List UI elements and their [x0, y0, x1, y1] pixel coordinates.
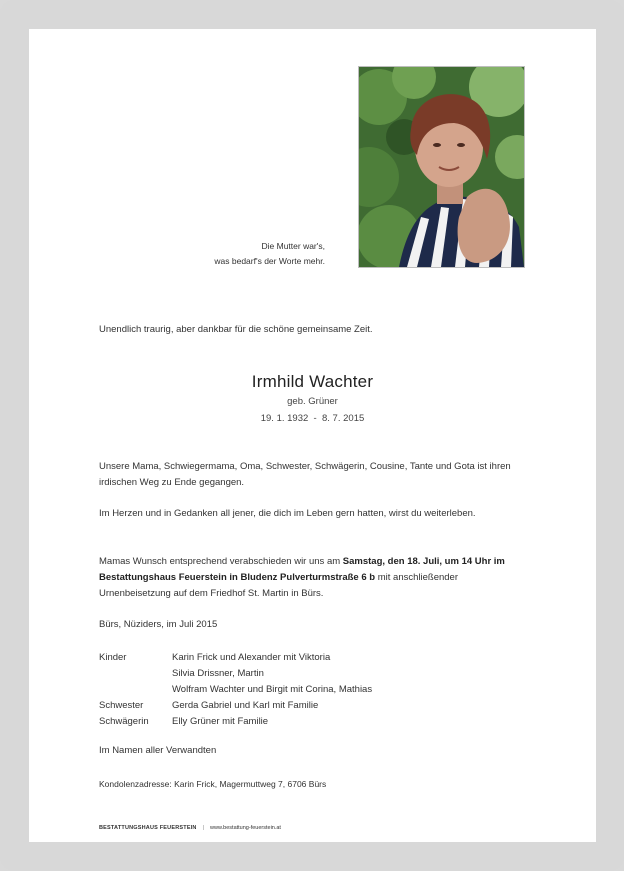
paragraph-passing: Unsere Mama, Schwiegermama, Oma, Schwester, Schwägerin, Cousine, Tante und Gota ist ihren irdischen Weg zu Ende gegangen. [99, 461, 511, 488]
quote-line-2: was bedarf's der Worte mehr. [214, 256, 325, 266]
family-name: Karin Frick und Alexander mit Viktoria [172, 652, 331, 663]
footer-website-link[interactable]: www.bestattung-feuerstein.at [210, 825, 281, 831]
family-label-schwaegerin: Schwägerin [99, 716, 149, 727]
deceased-name: Irmhild Wachter [251, 372, 374, 391]
quote [214, 239, 325, 269]
family-label-schwester: Schwester [99, 700, 144, 711]
footer-brand: BESTATTUNGSHAUS FEUERSTEIN [99, 825, 197, 831]
portrait-photo [358, 66, 525, 268]
paragraph-memory: Im Herzen und in Gedanken all jener, die dich im Leben gern hatten, wirst du weiterleben. [99, 508, 476, 519]
ceremony-intro: Mamas Wunsch entsprechend verabschieden wir uns am [99, 556, 343, 567]
family-name: Silvia Drissner, Martin [172, 668, 264, 679]
quote-line-1: Die Mutter war's, [261, 241, 325, 251]
life-dates: 19. 1. 1932 - 8. 7. 2015 [260, 413, 365, 424]
family-label-kinder: Kinder [99, 652, 127, 663]
intro-text: Unendlich traurig, aber dankbar für die schöne gemeinsame Zeit. [99, 324, 373, 335]
footer-separator: | [202, 825, 205, 831]
ceremony-burial: mit anschließender Urnenbeisetzung auf dem Friedhof St. Martin in Bürs. [99, 572, 458, 599]
footer [99, 825, 281, 831]
family-name: Wolfram Wachter und Birgit mit Corina, Mathias [172, 684, 373, 695]
portrait-image [359, 67, 524, 267]
family-name: Gerda Gabriel und Karl mit Familie [172, 700, 319, 711]
ceremony-details: Samstag, den 18. Juli, um 14 Uhr im Bestattungshaus Feuerstein in Bludenz Pulverturmstraße 6 b [99, 556, 505, 583]
place-date: Bürs, Nüziders, im Juli 2015 [99, 619, 218, 630]
birth-name: geb. Grüner [287, 396, 338, 407]
family-name: Elly Grüner mit Familie [172, 716, 269, 727]
obituary-sheet [29, 29, 596, 842]
condolence-address: Kondolenzadresse: Karin Frick, Magermuttweg 7, 6706 Bürs [99, 779, 327, 789]
paragraph-ceremony [99, 554, 519, 602]
relatives-signoff: Im Namen aller Verwandten [99, 745, 217, 756]
